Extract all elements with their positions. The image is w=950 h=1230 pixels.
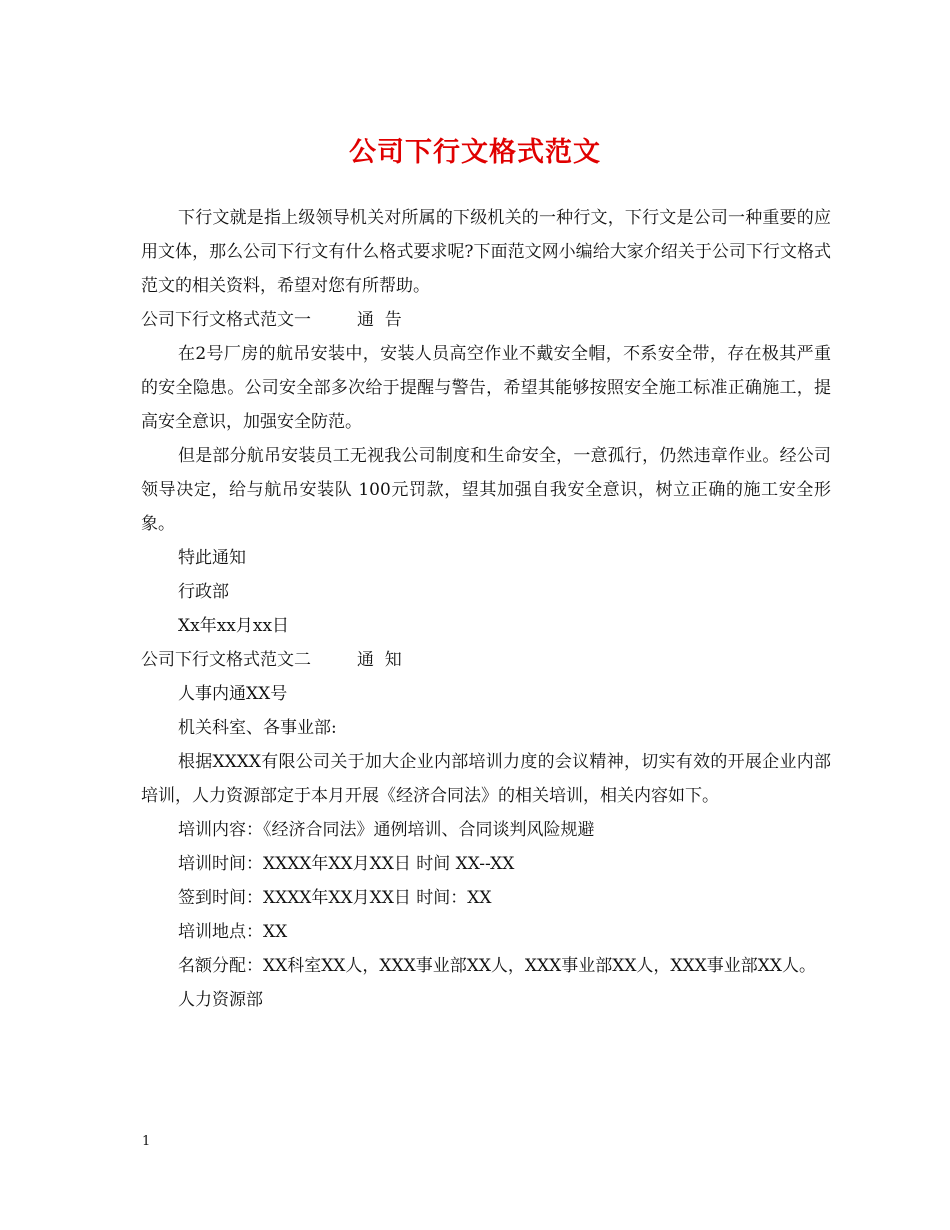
section2-heading-suffix: 通 知 [357,650,402,670]
section2-signin-time: 签到时间：XXXX年XX月XX日 时间：XX [178,888,492,908]
section2-training-location: 培训地点：XX [178,922,288,942]
intro-paragraph: 下行文就是指上级领导机关对所属的下级机关的一种行文，下行文是公司一种重要的应用文体，那么公司下行文有什么格式要求呢?下面范文网小编给大家介绍关于公司下行文格式范文的相关资料，希望对您有所帮助。 [141,208,831,296]
document-body [141,201,831,1017]
section2-quota: 名额分配：XX科室XX人，XXX事业部XX人，XXX事业部XX人，XXX事业部XX人。 [178,956,816,976]
document-title: 公司下行文格式范文 [349,137,601,168]
section1-heading-line [141,303,831,337]
section2-heading: 公司下行文格式范文二 [141,650,311,670]
section1-paragraph-1: 在2号厂房的航吊安装中，安装人员高空作业不戴安全帽，不系安全带，存在极其严重的安全隐患。公司安全部多次给于提醒与警告，希望其能够按照安全施工标准正确施工，提高安全意识，加强安全防范。 [141,344,831,432]
section2-heading-line [141,643,831,677]
section2-training-content: 培训内容：《经济合同法》通例培训、合同谈判风险规避 [178,820,595,840]
section1-heading-suffix: 通 告 [357,310,402,330]
section1-signer: 行政部 [178,582,229,602]
section2-doc-number: 人事内通XX号 [178,684,288,704]
section1-paragraph-2: 但是部分航吊安装员工无视我公司制度和生命安全，一意孤行，仍然违章作业。经公司领导决定，给与航吊安装队 100元罚款，望其加强自我安全意识，树立正确的施工安全形象。 [141,446,831,534]
section2-training-time: 培训时间：XXXX年XX月XX日 时间 XX--XX [178,854,515,874]
section1-heading: 公司下行文格式范文一 [141,310,311,330]
section1-date: Xx年xx月xx日 [178,616,290,636]
section2-paragraph-1: 根据XXXX有限公司关于加大企业内部培训力度的会议精神，切实有效的开展企业内部培训，人力资源部定于本月开展《经济合同法》的相关培训，相关内容如下。 [141,752,831,806]
section2-signer: 人力资源部 [178,990,263,1010]
page-number: 1 [142,1134,151,1149]
section1-closing: 特此通知 [178,548,246,568]
section2-recipients: 机关科室、各事业部: [178,718,337,738]
